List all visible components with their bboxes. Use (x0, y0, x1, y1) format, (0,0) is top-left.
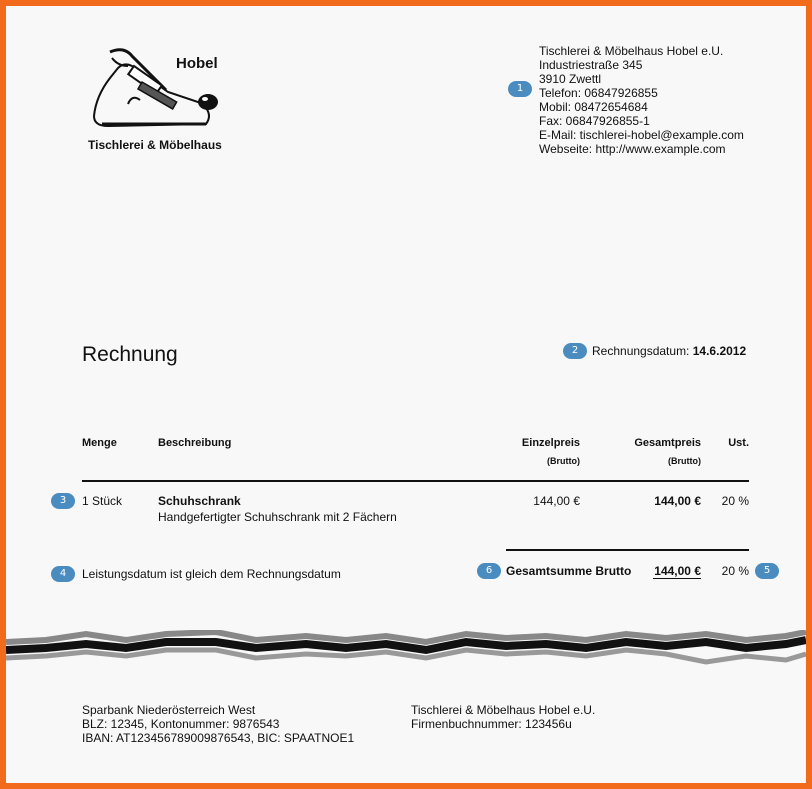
invoice-title: Rechnung (82, 343, 178, 366)
address-line: E-Mail: tischlerei-hobel@example.com (539, 128, 744, 142)
summary-rule (506, 549, 749, 551)
company-logo (88, 44, 238, 154)
header-unit-sub: (Brutto) (547, 456, 580, 466)
header-total-price: Gesamtpreis (634, 437, 701, 449)
grand-total-underline (653, 578, 701, 579)
company-line: Tischlerei & Möbelhaus Hobel e.U. (411, 703, 596, 717)
marker-badge: 1 (508, 81, 532, 97)
header-desc: Beschreibung (158, 437, 232, 449)
address-line: Webseite: http://www.example.com (539, 142, 726, 156)
address-line: Telefon: 06847926855 (539, 86, 658, 100)
header-qty: Menge (82, 437, 117, 449)
service-date-note: Leistungsdatum ist gleich dem Rechnungsdatum (82, 567, 341, 581)
bank-line: BLZ: 12345, Kontonummer: 9876543 (82, 717, 280, 731)
row-qty: 1 Stück (82, 494, 123, 508)
logo-title: Hobel (176, 55, 218, 72)
company-registration (411, 703, 595, 731)
grand-total-value: 144,00 € (654, 564, 701, 578)
table-header-rule (82, 480, 749, 482)
address-line: Tischlerei & Möbelhaus Hobel e.U. (539, 44, 724, 58)
bank-line: Sparbank Niederösterreich West (82, 703, 256, 717)
row-unit-price: 144,00 € (533, 494, 580, 508)
header-vat: Ust. (728, 437, 749, 449)
marker-badge: 3 (51, 493, 75, 509)
marker-badge: 4 (51, 566, 75, 582)
row-total-price: 144,00 € (654, 494, 701, 508)
company-address (539, 44, 744, 156)
row-vat: 20 % (721, 494, 749, 508)
invoice-date-label: Rechnungsdatum: (592, 344, 690, 358)
row-item-name: Schuhschrank (158, 494, 241, 508)
address-line: Fax: 06847926855-1 (539, 114, 650, 128)
address-line: 3910 Zwettl (539, 72, 602, 86)
address-line: Mobil: 08472654684 (539, 100, 648, 114)
grand-total-vat: 20 % (721, 564, 749, 578)
invoice-date-value: 14.6.2012 (692, 344, 747, 358)
marker-badge: 5 (755, 563, 779, 579)
header-unit-price: Einzelpreis (521, 437, 580, 449)
grand-total-label: Gesamtsumme Brutto (506, 564, 632, 578)
invoice-page (6, 6, 806, 783)
company-line: Firmenbuchnummer: 123456u (411, 717, 572, 731)
header-total-sub: (Brutto) (668, 456, 701, 466)
marker-badge: 2 (563, 343, 587, 359)
bank-details (82, 703, 354, 745)
address-line: Industriestraße 345 (539, 58, 643, 72)
bank-line: IBAN: AT123456789009876543, BIC: SPAATNOE1 (82, 731, 355, 745)
logo-subtitle: Tischlerei & Möbelhaus (88, 138, 222, 152)
torn-edge-divider (6, 630, 806, 670)
row-item-detail: Handgefertigter Schuhschrank mit 2 Fächern (158, 510, 397, 524)
marker-badge: 6 (477, 563, 501, 579)
invoice-date (592, 344, 746, 358)
